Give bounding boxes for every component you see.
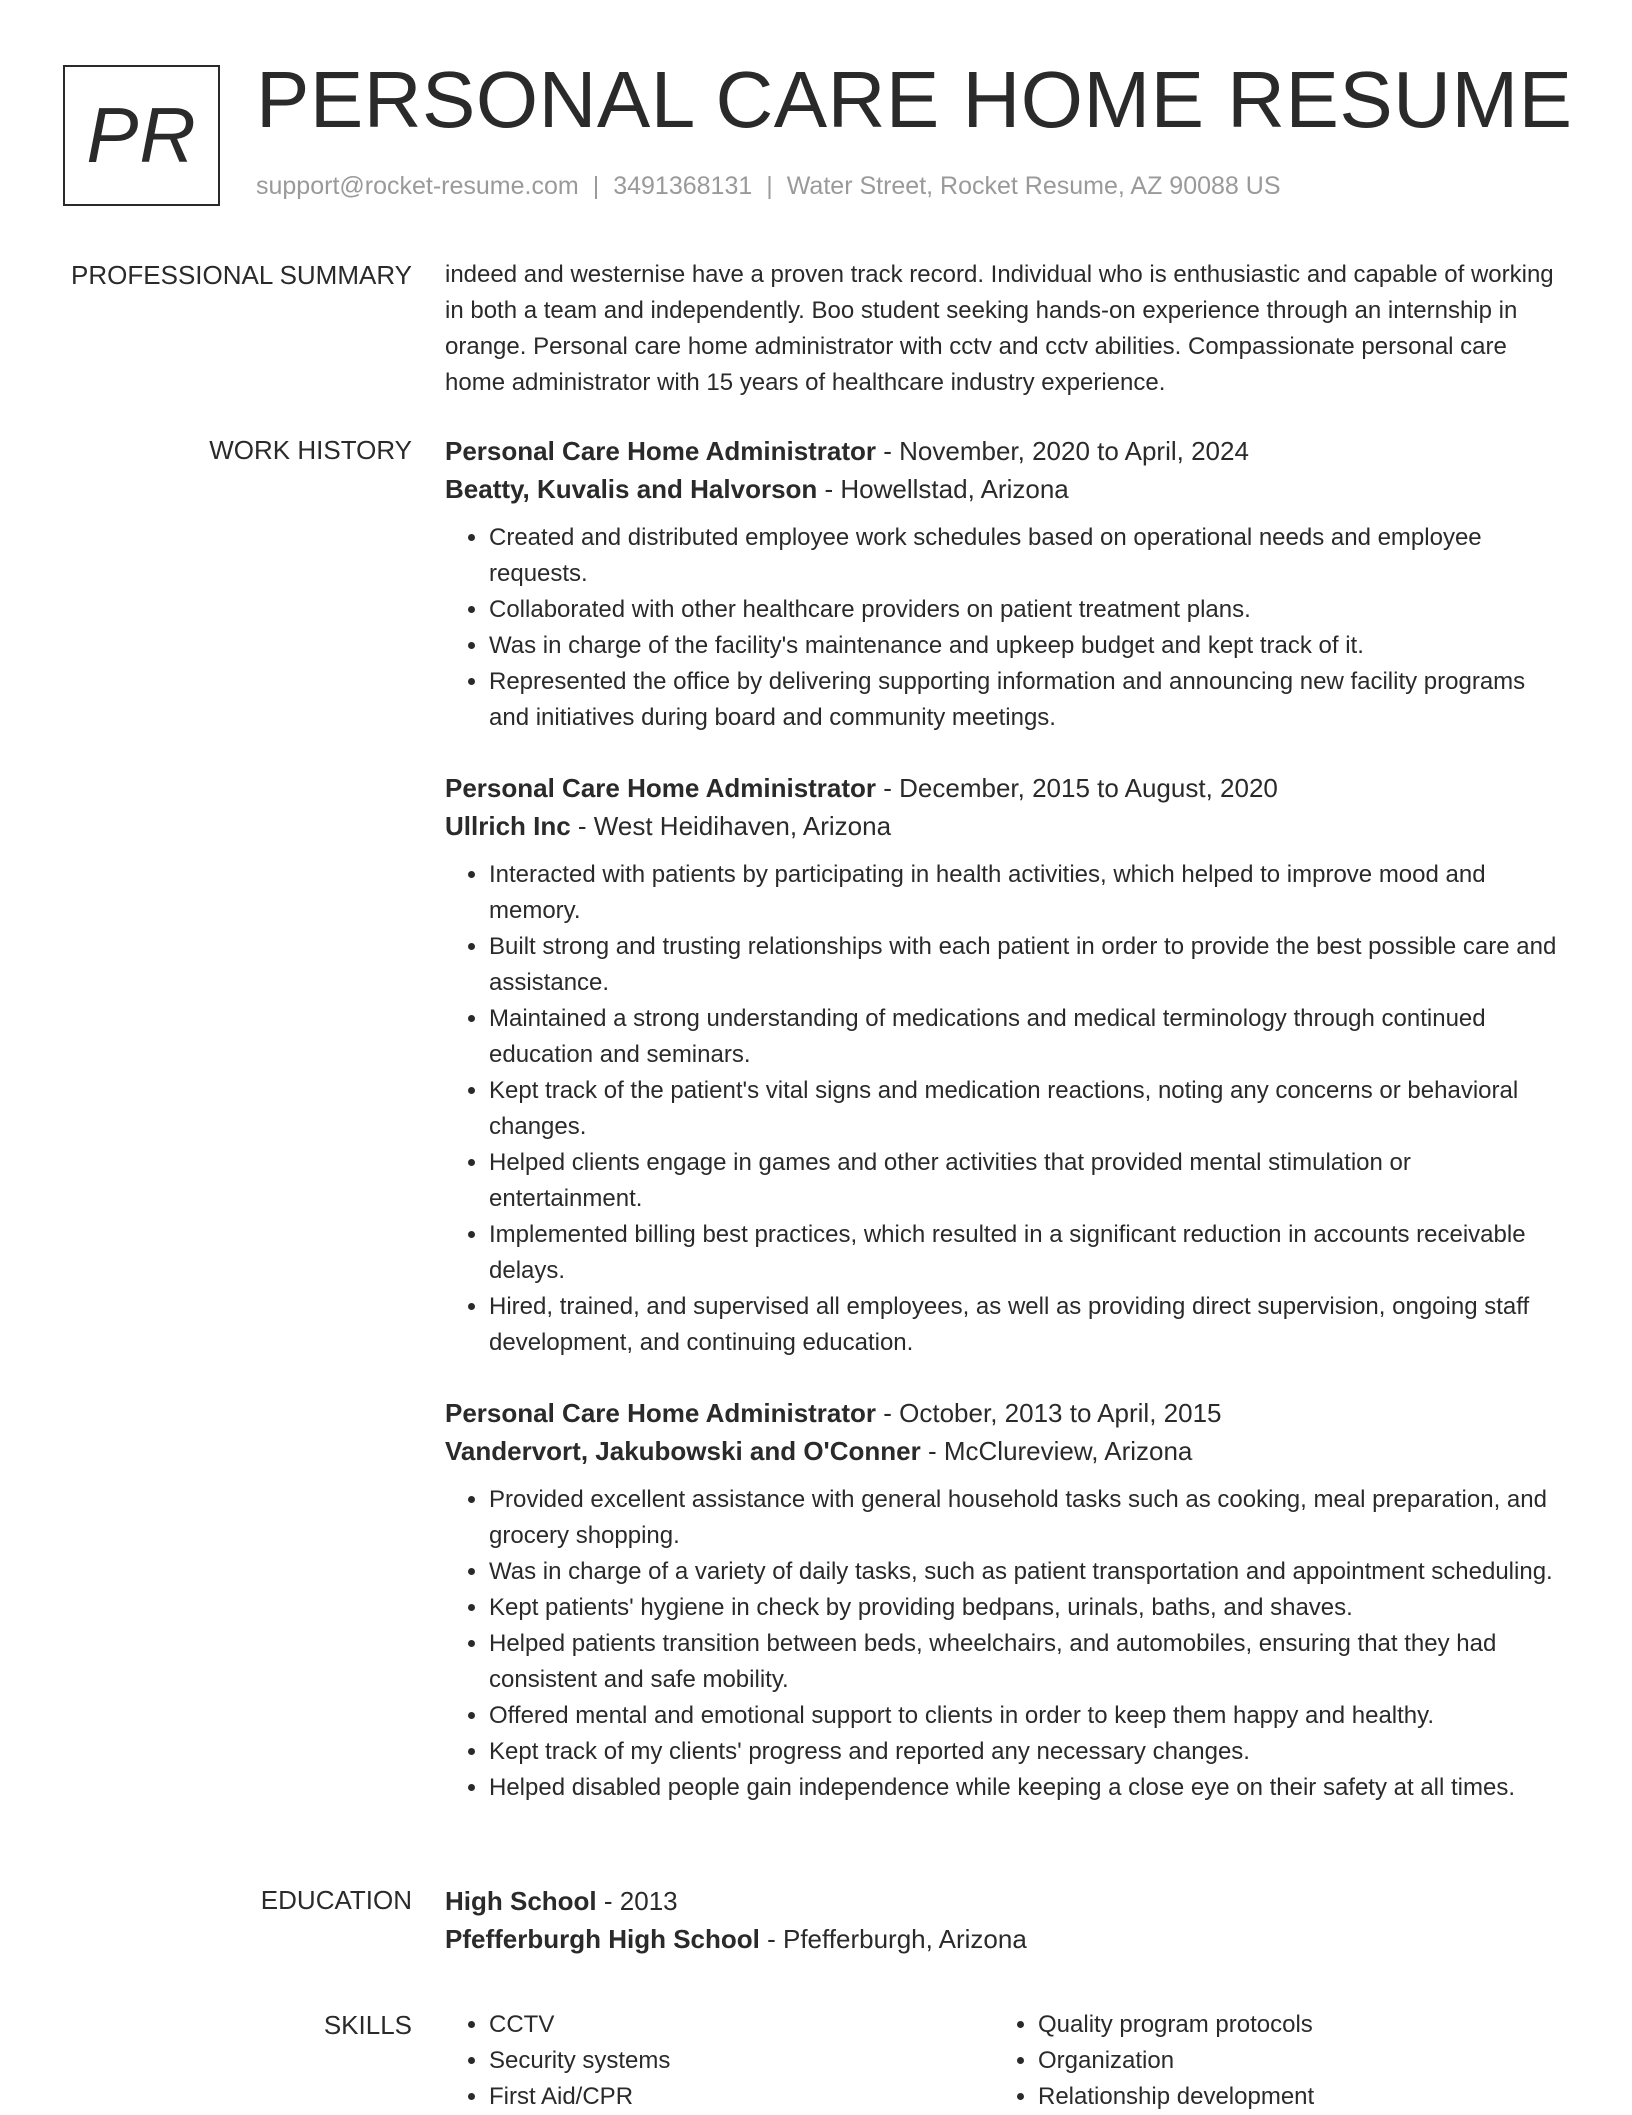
job-dates: - December, 2015 to August, 2020 xyxy=(876,773,1278,803)
duty-item: • Helped patients transition between beds, wheelchairs, and automobiles, ensuring that they had consistent and safe mobility. xyxy=(489,1626,1565,1698)
section-label-summary: PROFESSIONAL SUMMARY xyxy=(71,260,412,290)
duty-item: • Interacted with patients by participating in health activities, which helped to improve mood and memory. xyxy=(489,857,1565,929)
job-entry xyxy=(445,769,1565,1361)
employer-line xyxy=(445,1432,1565,1470)
degree-year: - 2013 xyxy=(596,1886,678,1916)
summary-text: indeed and westernise have a proven track record. Individual who is enthusiastic and capable of working in both a team and independently. Boo student seeking hands-on experience through an internship in orange. Personal care home administrator with cctv and cctv abilities. Compassionate personal care home administrator with 15 years of healthcare industry experience. xyxy=(445,261,1554,396)
employer-name: Vandervort, Jakubowski and O'Conner xyxy=(445,1436,921,1466)
job-duties xyxy=(445,520,1565,736)
employer-line xyxy=(445,807,1565,845)
school-line xyxy=(445,1920,1565,1958)
contact-separator: | xyxy=(592,172,600,200)
job-duties xyxy=(445,1482,1565,1806)
skills-body xyxy=(445,2007,1565,2115)
skills-column-right xyxy=(994,2007,1543,2115)
contact-separator: | xyxy=(766,172,773,200)
duty-item: • Kept patients' hygiene in check by providing bedpans, urinals, baths, and shaves. xyxy=(489,1590,1565,1626)
degree-name: High School xyxy=(445,1886,597,1916)
skill-item: • CCTV xyxy=(489,2007,994,2043)
job-duties xyxy=(445,857,1565,1361)
duty-item: • Kept track of my clients' progress and reported any necessary changes. xyxy=(489,1734,1565,1770)
skills-grid xyxy=(445,2007,1565,2115)
job-title-line xyxy=(445,1394,1565,1432)
contact-line xyxy=(256,172,1281,201)
job-title: Personal Care Home Administrator xyxy=(445,773,877,803)
job-dates: - October, 2013 to April, 2015 xyxy=(876,1398,1222,1428)
duty-item: • Collaborated with other healthcare providers on patient treatment plans. xyxy=(489,592,1565,628)
contact-phone[interactable]: 3491368131 xyxy=(613,172,753,200)
duty-item: • Hired, trained, and supervised all employees, as well as providing direct supervision, ongoing staff development, and continuing education. xyxy=(489,1289,1565,1361)
employer-location: - Howellstad, Arizona xyxy=(817,474,1069,504)
contact-email[interactable]: support@rocket-resume.com xyxy=(256,172,579,200)
job-title-line xyxy=(445,432,1565,470)
education-body xyxy=(445,1882,1565,1958)
job-title: Personal Care Home Administrator xyxy=(445,1398,877,1428)
monogram-box xyxy=(63,65,220,206)
job-entry xyxy=(445,1394,1565,1806)
skill-item: • Organization xyxy=(1038,2043,1543,2079)
employer-line xyxy=(445,470,1565,508)
duty-item: • Built strong and trusting relationships with each patient in order to provide the best possible care and assistance. xyxy=(489,929,1565,1001)
skill-item: • Quality program protocols xyxy=(1038,2007,1543,2043)
duty-item: • Was in charge of a variety of daily tasks, such as patient transportation and appointment scheduling. xyxy=(489,1554,1565,1590)
monogram-initials: PR xyxy=(86,91,197,179)
section-label-work-history: WORK HISTORY xyxy=(209,435,412,465)
duty-item: • Created and distributed employee work schedules based on operational needs and employee requests. xyxy=(489,520,1565,592)
employer-location: - McClureview, Arizona xyxy=(920,1436,1193,1466)
duty-item: • Helped clients engage in games and other activities that provided mental stimulation or entertainment. xyxy=(489,1145,1565,1217)
summary-body xyxy=(445,257,1565,401)
job-title: Personal Care Home Administrator xyxy=(445,436,877,466)
contact-address: Water Street, Rocket Resume, AZ 90088 US xyxy=(786,172,1281,200)
skill-item: • Security systems xyxy=(489,2043,994,2079)
job-entry xyxy=(445,432,1565,736)
section-label-education: EDUCATION xyxy=(260,1885,412,1915)
duty-item: • Represented the office by delivering supporting information and announcing new facility programs and initiatives during board and community meetings. xyxy=(489,664,1565,736)
duty-item: • Was in charge of the facility's maintenance and upkeep budget and kept track of it. xyxy=(489,628,1565,664)
duty-item: • Implemented billing best practices, which resulted in a significant reduction in accounts receivable delays. xyxy=(489,1217,1565,1289)
resume-title: PERSONAL CARE HOME RESUME xyxy=(256,55,1573,144)
employer-name: Beatty, Kuvalis and Halvorson xyxy=(445,474,818,504)
duty-item: • Maintained a strong understanding of medications and medical terminology through continued education and seminars. xyxy=(489,1001,1565,1073)
skill-item: • First Aid/CPR xyxy=(489,2079,994,2115)
skills-column-left xyxy=(445,2007,994,2115)
skill-item: • Relationship development xyxy=(1038,2079,1543,2115)
duty-item: • Helped disabled people gain independence while keeping a close eye on their safety at all times. xyxy=(489,1770,1565,1806)
section-label-skills: SKILLS xyxy=(323,2010,412,2040)
degree-line xyxy=(445,1882,1565,1920)
school-name: Pfefferburgh High School xyxy=(445,1924,760,1954)
school-location: - Pfefferburgh, Arizona xyxy=(759,1924,1027,1954)
job-dates: - November, 2020 to April, 2024 xyxy=(876,436,1249,466)
duty-item: • Offered mental and emotional support to clients in order to keep them happy and healthy. xyxy=(489,1698,1565,1734)
duty-item: • Kept track of the patient's vital signs and medication reactions, noting any concerns or behavioral changes. xyxy=(489,1073,1565,1145)
employer-location: - West Heidihaven, Arizona xyxy=(570,811,892,841)
employer-name: Ullrich Inc xyxy=(445,811,571,841)
work-history-body xyxy=(445,432,1565,1839)
duty-item: • Provided excellent assistance with general household tasks such as cooking, meal preparation, and grocery shopping. xyxy=(489,1482,1565,1554)
job-title-line xyxy=(445,769,1565,807)
